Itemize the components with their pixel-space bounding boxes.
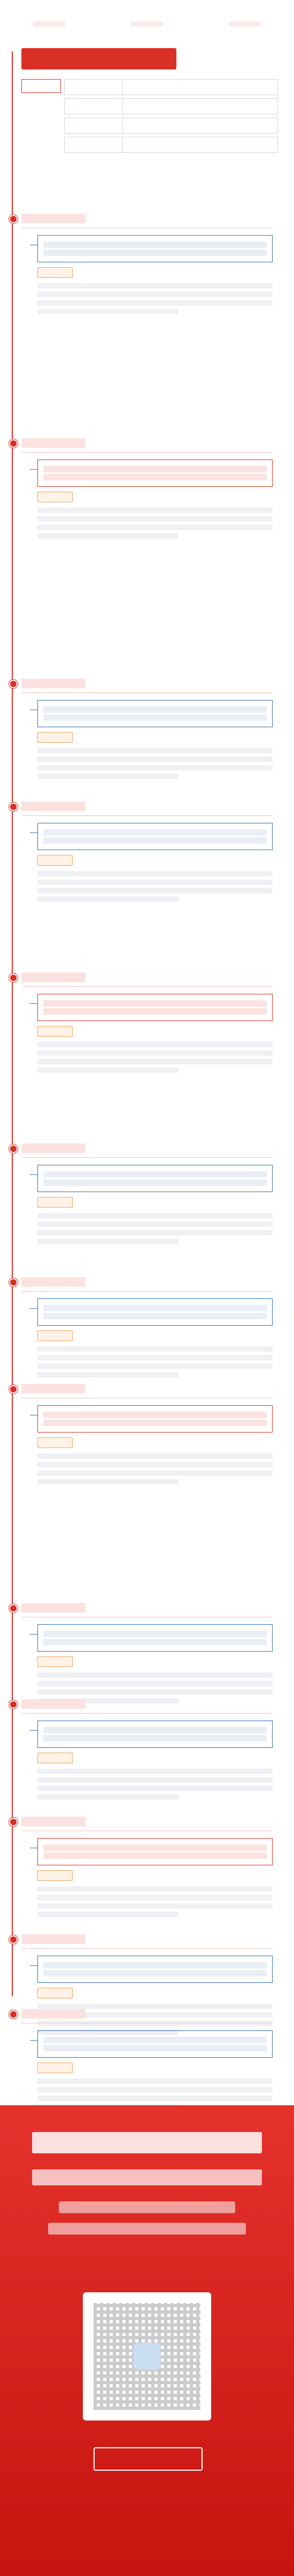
section-divider (21, 452, 273, 453)
stock-chip (37, 1330, 73, 1341)
connector-line (30, 469, 37, 470)
stock-chip (37, 1656, 73, 1667)
section-body (37, 504, 273, 542)
logic-box (37, 1405, 273, 1433)
logic-box (37, 460, 273, 487)
logic-line (43, 1962, 267, 1968)
timeline-node (9, 2010, 18, 2019)
body-line (37, 1453, 273, 1459)
logic-line (43, 1853, 267, 1859)
body-line (37, 880, 273, 885)
logic-box (37, 994, 273, 1021)
connector-line (30, 1174, 37, 1175)
stock-chip (37, 1437, 73, 1448)
promo-subheadline (32, 2169, 262, 2185)
logic-line (43, 1008, 267, 1015)
body-line (37, 757, 273, 762)
timeline-node (9, 803, 18, 811)
body-line (37, 1372, 179, 1378)
body-line (37, 897, 179, 902)
body-line (37, 1347, 273, 1352)
logic-line (43, 1305, 267, 1311)
app-logo-icon (134, 2343, 160, 2370)
qr-code[interactable] (83, 2292, 211, 2421)
connector-line (30, 1634, 37, 1635)
logic-line (43, 1727, 267, 1733)
promo-button[interactable] (94, 2447, 203, 2471)
connector-line (30, 832, 37, 833)
stock-chip (37, 492, 73, 502)
logic-line (43, 1313, 267, 1319)
logic-line (43, 1639, 267, 1645)
body-line (37, 292, 273, 297)
timeline-node (9, 1935, 18, 1944)
leader-row (64, 118, 278, 134)
section-title (21, 1817, 86, 1826)
logic-box (37, 1838, 273, 1865)
body-line (37, 2021, 273, 2026)
stock-chip (37, 1988, 73, 1998)
logic-line (43, 1179, 267, 1186)
body-line (37, 533, 179, 539)
logic-box (37, 1624, 273, 1652)
section-title (21, 1603, 86, 1613)
section-title (21, 1699, 86, 1709)
leader-code (64, 79, 123, 95)
promo-tagline-2 (48, 2223, 246, 2235)
body-line (37, 1786, 273, 1791)
body-line (37, 1462, 273, 1467)
logic-box (37, 823, 273, 850)
body-line (37, 1213, 273, 1218)
logic-line (43, 706, 267, 713)
logic-line (43, 242, 267, 248)
body-line (37, 1681, 273, 1686)
body-line (37, 1886, 273, 1892)
stock-chip (37, 1753, 73, 1763)
section-title (21, 2009, 86, 2019)
body-line (37, 765, 273, 771)
logic-line (43, 1631, 267, 1637)
body-line (37, 1470, 273, 1476)
logic-line (43, 250, 267, 256)
leader-names (123, 98, 278, 114)
timeline-node (9, 1818, 18, 1826)
leader-names (123, 79, 278, 95)
logic-box (37, 235, 273, 262)
body-line (37, 283, 273, 289)
timeline-node (9, 1145, 18, 1153)
body-line (37, 2079, 273, 2084)
leader-row (64, 79, 278, 95)
body-line (37, 1794, 179, 1800)
stock-chip (37, 1197, 73, 1208)
body-line (37, 1239, 179, 1244)
body-line (37, 1479, 179, 1484)
promo-headline (32, 2132, 262, 2153)
logic-box (37, 1956, 273, 1983)
section-body (37, 1039, 273, 1076)
section-divider (21, 815, 273, 816)
logic-box (37, 1298, 273, 1326)
body-line (37, 309, 179, 314)
section-title (21, 972, 86, 982)
body-line (37, 1355, 273, 1360)
body-line (37, 888, 273, 893)
logic-line (43, 474, 267, 480)
logic-line (43, 466, 267, 472)
section-divider (21, 986, 273, 987)
section-body (37, 1343, 273, 1381)
timeline-node (9, 1604, 18, 1613)
section-body (37, 745, 273, 782)
section-title (21, 1934, 86, 1944)
section-title (21, 801, 86, 811)
body-line (37, 1769, 273, 1774)
page-title (21, 48, 176, 69)
body-line (37, 1050, 273, 1056)
section-body (37, 1883, 273, 1920)
watermark (0, 21, 294, 28)
body-line (37, 1059, 273, 1064)
body-line (37, 1895, 273, 1900)
leader-names (123, 118, 278, 134)
body-line (37, 1672, 273, 1678)
body-line (37, 1690, 273, 1695)
body-line (37, 1364, 273, 1369)
connector-line (30, 1308, 37, 1309)
logic-line (43, 1000, 267, 1007)
body-line (37, 1230, 273, 1235)
section-divider (21, 1948, 273, 1949)
logic-line (43, 1735, 267, 1741)
logic-line (43, 1420, 267, 1426)
logic-box (37, 2030, 273, 2058)
section-title (21, 438, 86, 448)
body-line (37, 2004, 273, 2009)
body-line (37, 871, 273, 876)
timeline-node (9, 1278, 18, 1287)
section-body (37, 1765, 273, 1803)
connector-line (30, 1965, 37, 1966)
leader-table (64, 79, 278, 156)
promo-tagline (59, 2201, 235, 2213)
logic-line (43, 1845, 267, 1851)
body-line (37, 748, 273, 753)
section-title (21, 1384, 86, 1394)
timeline-node (9, 680, 18, 688)
body-line (37, 1903, 273, 1909)
section-divider (21, 692, 273, 693)
body-line (37, 1912, 179, 1917)
section-body (37, 1210, 273, 1247)
timeline-node (9, 215, 18, 223)
leader-row (64, 137, 278, 153)
body-line (37, 2087, 273, 2092)
body-line (37, 508, 273, 513)
section-body (37, 1450, 273, 1488)
leader-code (64, 118, 123, 134)
logic-line (43, 829, 267, 836)
leader-code (64, 98, 123, 114)
section-title (21, 214, 86, 223)
connector-line (30, 1730, 37, 1731)
logic-line (43, 714, 267, 721)
section-divider (21, 1713, 273, 1714)
stock-chip (37, 2063, 73, 2073)
timeline-node (9, 1700, 18, 1709)
body-line (37, 1221, 273, 1227)
leader-label (21, 79, 61, 93)
body-line (37, 525, 273, 530)
body-line (37, 516, 273, 522)
section-divider (21, 1157, 273, 1158)
timeline-node (9, 439, 18, 448)
section-title (21, 1143, 86, 1153)
leader-names (123, 137, 278, 153)
logic-line (43, 1171, 267, 1178)
stock-chip (37, 1026, 73, 1037)
logic-box (37, 700, 273, 727)
body-line (37, 1777, 273, 1783)
timeline-node (9, 1385, 18, 1394)
section-title (21, 679, 86, 688)
section-body (37, 868, 273, 905)
leader-row (64, 98, 278, 114)
connector-line (30, 2040, 37, 2041)
logic-box (37, 1165, 273, 1192)
stock-chip (37, 267, 73, 278)
logic-line (43, 837, 267, 844)
stock-chip (37, 732, 73, 743)
leader-code (64, 137, 123, 153)
section-body (37, 280, 273, 317)
stock-chip (37, 855, 73, 866)
logic-line (43, 2045, 267, 2051)
section-divider (21, 2023, 273, 2024)
body-line (37, 1042, 273, 1047)
logic-line (43, 1412, 267, 1418)
body-line (37, 774, 179, 779)
timeline-node (9, 974, 18, 982)
section-title (21, 1277, 86, 1287)
body-line (37, 300, 273, 306)
body-line (37, 1068, 179, 1073)
stock-chip (37, 1870, 73, 1881)
logic-line (43, 2037, 267, 2043)
body-line (37, 2096, 273, 2101)
logic-line (43, 1970, 267, 1976)
logic-box (37, 1721, 273, 1748)
connector-line (30, 1003, 37, 1004)
